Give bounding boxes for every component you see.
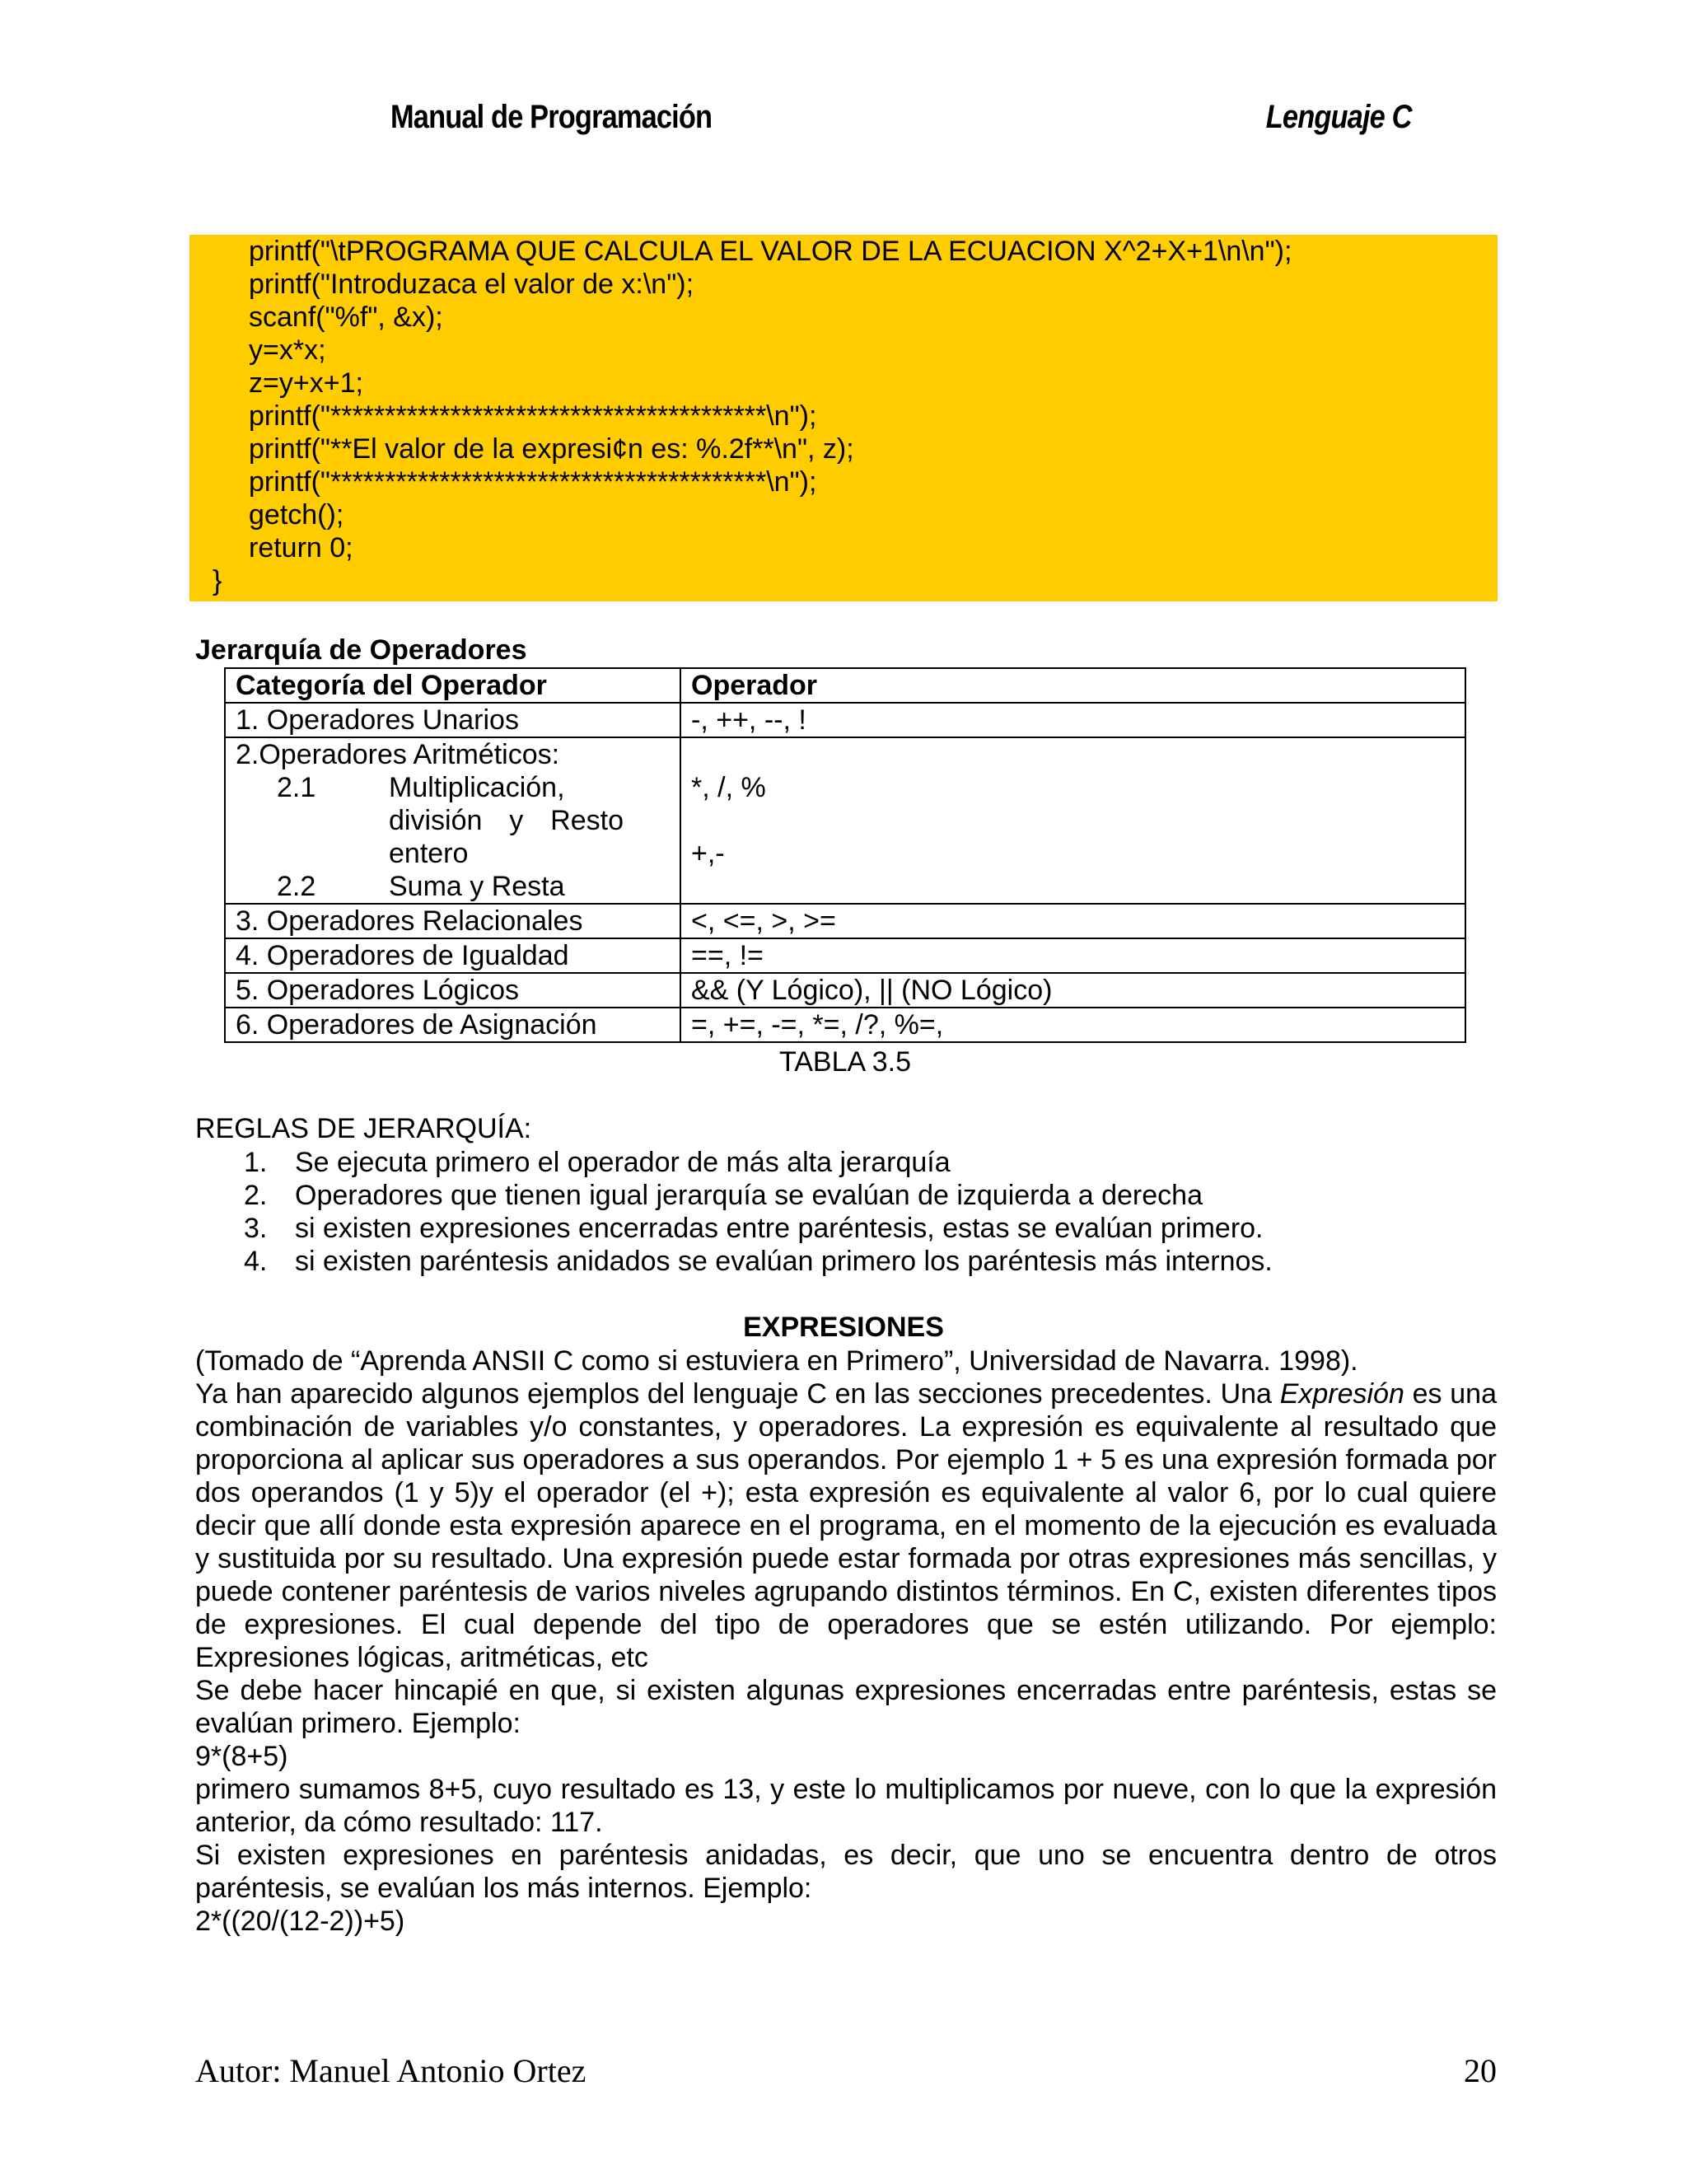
- column-header-category: Categoría del Operador: [225, 668, 680, 703]
- header-title: Manual de Programación: [390, 99, 713, 135]
- subcategory-number: 2.2: [277, 871, 316, 902]
- subcategory: [236, 870, 670, 903]
- table-row: [225, 904, 1465, 938]
- example-expression: 9*(8+5): [195, 1741, 288, 1772]
- rules-list: [244, 1146, 1273, 1278]
- code-line: getch();: [249, 499, 344, 531]
- list-item-number: 4.: [244, 1246, 268, 1277]
- code-line: printf("\tPROGRAMA QUE CALCULA EL VALOR DE LA ECUACION X^2+X+1\n\n");: [249, 236, 1292, 267]
- code-line: printf("****************************************\n");: [249, 466, 817, 498]
- table-row: [225, 1008, 1465, 1042]
- list-item: [244, 1212, 1273, 1245]
- list-item: [244, 1146, 1273, 1179]
- rules-heading: REGLAS DE JERARQUÍA:: [195, 1113, 532, 1144]
- operators-table: [224, 667, 1466, 1043]
- source-citation: (Tomado de “Aprenda ANSII C como si estuviera en Primero”, Universidad de Navarra. 1998).: [195, 1345, 1358, 1377]
- column-header-operator: Operador: [680, 668, 1465, 703]
- header-subtitle: Lenguaje C: [1266, 99, 1412, 135]
- category-cell: 3. Operadores Relacionales: [225, 904, 680, 938]
- paragraph: primero sumamos 8+5, cuyo resultado es 13, y este lo multiplicamos por nueve, con lo que la expresión anterior, da cómo resultado: 117.: [195, 1774, 1497, 1838]
- category-cell: 4. Operadores de Igualdad: [225, 938, 680, 973]
- table-row: [225, 938, 1465, 973]
- code-line: printf("Introduzaca el valor de x:\n");: [249, 269, 694, 300]
- category-label: 2.Operadores Aritméticos:: [236, 739, 560, 770]
- subcategory-label: Suma y Resta: [389, 871, 565, 902]
- section-title: EXPRESIONES: [743, 1312, 944, 1343]
- emphasis: Expresión: [1279, 1378, 1404, 1410]
- paragraph: Ya han aparecido algunos ejemplos del lenguaje C en las secciones precedentes. Una Expresión es una combinación de variables y/o constantes, y operadores. La expresión es equivalente al resultado que proporciona al aplicar sus operadores a sus operandos. Por ejemplo 1 + 5 es una expresión formada por dos operandos (1 y 5)y el operador (el +); esta expresión es equivalente al valor 6, por lo cual quiere decir que allí donde esta expresión aparece en el programa, en el momento de la ejecución es evaluada y sustituida por su resultado. Una expresión puede estar formada por otras expresiones más sencillas, y puede contener paréntesis de varios niveles agrupando distintos términos. En C, existen diferentes tipos de expresiones. El cual depende del tipo de operadores que se estén utilizando. Por ejemplo: Expresiones lógicas, aritméticas, etc: [195, 1378, 1497, 1673]
- footer-author: Autor: Manuel Antonio Ortez: [195, 2052, 586, 2089]
- operator-cell: && (Y Lógico), || (NO Lógico): [680, 973, 1465, 1008]
- subcategory-number: 2.1: [277, 772, 316, 803]
- list-item-number: 2.: [244, 1180, 268, 1211]
- list-item: [244, 1245, 1273, 1278]
- category-cell: [225, 737, 680, 904]
- code-line: z=y+x+1;: [249, 367, 363, 399]
- category-cell: 1. Operadores Unarios: [225, 703, 680, 737]
- code-line: return 0;: [249, 532, 353, 564]
- table-header-row: [225, 668, 1465, 703]
- code-line: y=x*x;: [249, 334, 326, 366]
- hierarchy-heading: Jerarquía de Operadores: [195, 634, 527, 666]
- code-line: scanf("%f", &x);: [249, 302, 443, 333]
- operator-cell: [680, 737, 1465, 904]
- list-item-text: Se ejecuta primero el operador de más alta jerarquía: [295, 1147, 951, 1178]
- list-item-text: Operadores que tienen igual jerarquía se evalúan de izquierda a derecha: [295, 1180, 1203, 1211]
- code-line: printf("**El valor de la expresi¢n es: %.2f**\n", z);: [249, 433, 854, 465]
- operator-value: +,-: [691, 838, 725, 869]
- category-cell: 6. Operadores de Asignación: [225, 1008, 680, 1042]
- subcategory-label: Multiplicación, división y Resto entero: [389, 772, 624, 869]
- list-item-number: 1.: [244, 1147, 268, 1178]
- list-item-number: 3.: [244, 1213, 268, 1244]
- table-caption: TABLA 3.5: [779, 1046, 912, 1078]
- example-expression: 2*((20/(12-2))+5): [195, 1906, 405, 1937]
- expressions-body: [195, 1345, 1497, 1938]
- code-line: printf("****************************************\n");: [249, 400, 817, 432]
- paragraph: Si existen expresiones en paréntesis anidadas, es decir, que uno se encuentra dentro de otros paréntesis, se evalúan los más internos. Ejemplo:: [195, 1840, 1497, 1904]
- list-item-text: si existen expresiones encerradas entre paréntesis, estas se evalúan primero.: [295, 1213, 1264, 1244]
- operator-cell: ==, !=: [680, 938, 1465, 973]
- operator-cell: <, <=, >, >=: [680, 904, 1465, 938]
- category-cell: 5. Operadores Lógicos: [225, 973, 680, 1008]
- list-item-text: si existen paréntesis anidados se evalúan primero los paréntesis más internos.: [295, 1246, 1273, 1277]
- page-number: 20: [1464, 2052, 1497, 2089]
- code-closing-brace: }: [213, 565, 222, 596]
- operator-value: *, /, %: [691, 772, 766, 803]
- table-row: [225, 973, 1465, 1008]
- list-item: [244, 1179, 1273, 1212]
- paragraph: Se debe hacer hincapié en que, si existen algunas expresiones encerradas entre paréntesis, estas se evalúan primero. Ejemplo:: [195, 1675, 1497, 1739]
- operator-cell: -, ++, --, !: [680, 703, 1465, 737]
- table-row: [225, 703, 1465, 737]
- code-block: [189, 235, 1498, 601]
- subcategory: [236, 771, 670, 870]
- operator-cell: =, +=, -=, *=, /?, %=,: [680, 1008, 1465, 1042]
- table-row: [225, 737, 1465, 904]
